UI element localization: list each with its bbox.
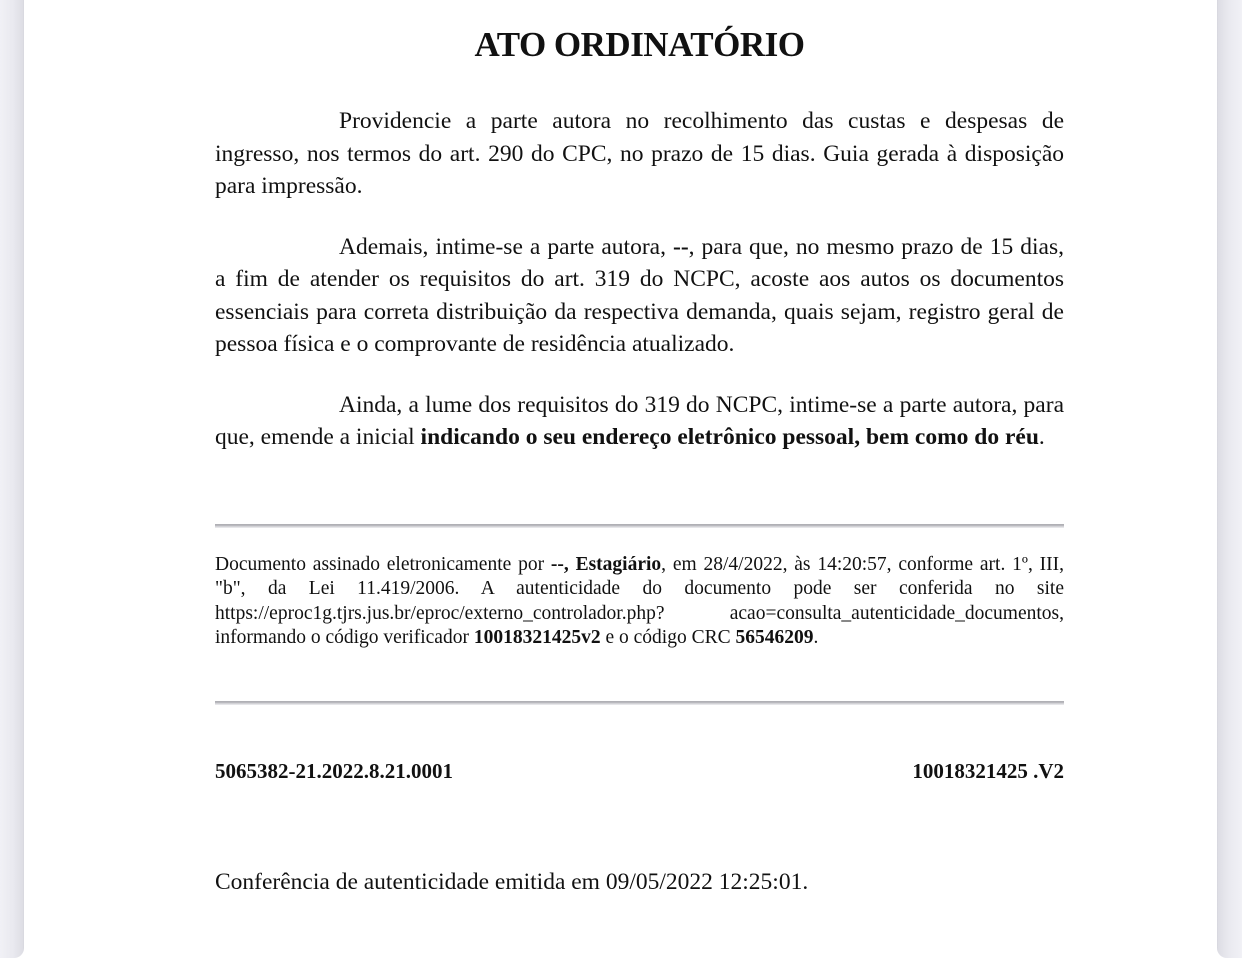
document-version-code: 10018321425 .V2 xyxy=(912,758,1064,783)
body-paragraph-1: Providencie a parte autora no recolhimento das custas e despesas de ingresso, nos termos do art. 290 do CPC, no prazo de 15 dias. Guia gerada à disposição para impressão. xyxy=(215,108,1064,199)
signature-block: Documento assinado eletronicamente por --, Estagiário, em 28/4/2022, às 14:20:57, conforme art. 1º, III, "b", da Lei 11.419/2006. A autenticidade do documento pode ser conferida no site https://eproc1g.tjrs.jus.br/eproc/externo_controlador.php? acao=consulta_autenticidade_documentos, informando o código verificador 10018321425v2 e o código CRC 56546209. xyxy=(215,553,1064,649)
document-content xyxy=(215,24,1064,898)
process-number: 5065382-21.2022.8.21.0001 xyxy=(215,758,453,783)
body-paragraph-3: Ainda, a lume dos requisitos do 319 do NCPC, intime-se a parte autora, para que, emende a inicial indicando o seu endereço eletrônico pessoal, bem como do réu. xyxy=(215,391,1064,450)
document-page xyxy=(24,0,1217,965)
body-paragraph-2: Ademais, intime-se a parte autora, --, para que, no mesmo prazo de 15 dias, a fim de atender os requisitos do art. 319 do NCPC, acoste aos autos os documentos essenciais para correta distribuição da respectiva demanda, quais sejam, registro geral de pessoa física e o comprovante de residência atualizado. xyxy=(215,233,1064,357)
document-footer xyxy=(215,758,1064,784)
signature-divider-top xyxy=(215,524,1064,528)
authenticity-note: Conferência de autenticidade emitida em 09/05/2022 12:25:01. xyxy=(215,868,809,895)
document-title: ATO ORDINATÓRIO xyxy=(474,25,805,64)
signature-divider-bottom xyxy=(215,701,1064,705)
left-gutter xyxy=(0,0,24,958)
right-gutter xyxy=(1217,0,1242,958)
